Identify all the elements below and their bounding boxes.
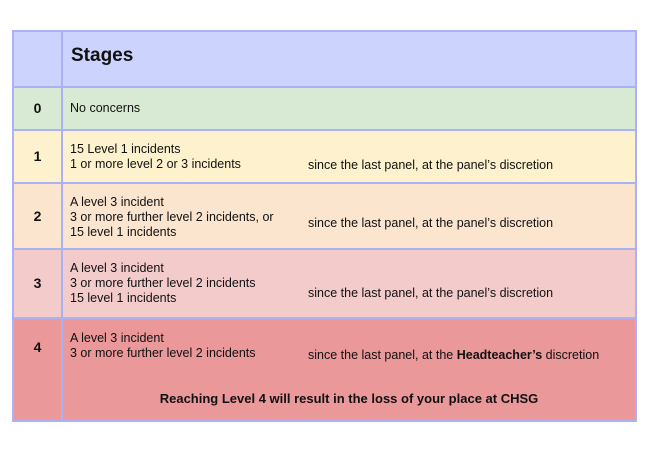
stage-condition: since the last panel, at the panel’s discretion (308, 286, 554, 300)
stage-content (63, 319, 635, 420)
header-title-cell (63, 32, 635, 86)
stage-number: 2 (33, 208, 42, 224)
condition-prefix: since the last panel, at the (308, 348, 457, 362)
stage-number: 4 (33, 339, 42, 355)
criteria-line: 1 or more level 2 or 3 incidents (70, 157, 241, 171)
criteria-line: A level 3 incident (70, 261, 164, 275)
stage-criteria (70, 142, 241, 172)
criteria-line: 3 or more further level 2 incidents (70, 346, 256, 360)
stage-content (63, 131, 635, 182)
stage-criteria (70, 101, 140, 116)
criteria-line: A level 3 incident (70, 331, 164, 345)
stage-row-0 (14, 88, 635, 129)
stage-number: 3 (33, 275, 42, 291)
stage-criteria (70, 195, 274, 240)
stage-content (63, 184, 635, 248)
criteria-line: 15 level 1 incidents (70, 225, 177, 239)
condition-emphasis: Headteacher’s (456, 348, 543, 362)
stage-content (63, 88, 635, 129)
table-title: Stages (71, 45, 134, 66)
criteria-line: A level 3 incident (70, 195, 164, 209)
stage-row-1 (14, 131, 635, 182)
criteria-line: 15 level 1 incidents (70, 291, 177, 305)
criteria-line: 3 or more further level 2 incidents, or (70, 210, 274, 224)
criteria-line: 3 or more further level 2 incidents (70, 276, 256, 290)
stage-condition: since the last panel, at the panel’s discretion (308, 216, 554, 230)
stage-number: 0 (33, 100, 42, 116)
stage-row-2 (14, 184, 635, 248)
header-row (14, 32, 635, 86)
header-number-cell (14, 32, 61, 86)
stage-4-warning: Reaching Level 4 will result in the loss of your place at CHSG (159, 391, 539, 406)
stage-row-3 (14, 250, 635, 317)
stages-table (12, 30, 637, 422)
stage-criteria (70, 261, 256, 306)
stage-criteria (70, 331, 256, 361)
stage-content (63, 250, 635, 317)
stage-number: 1 (33, 148, 42, 164)
criteria-line: 15 Level 1 incidents (70, 142, 181, 156)
stage-condition: since the last panel, at the panel’s discretion (308, 158, 554, 172)
stage-condition (308, 348, 599, 362)
condition-suffix: discretion (542, 348, 600, 362)
stage-row-4 (14, 319, 635, 420)
criteria-line: No concerns (70, 101, 141, 115)
